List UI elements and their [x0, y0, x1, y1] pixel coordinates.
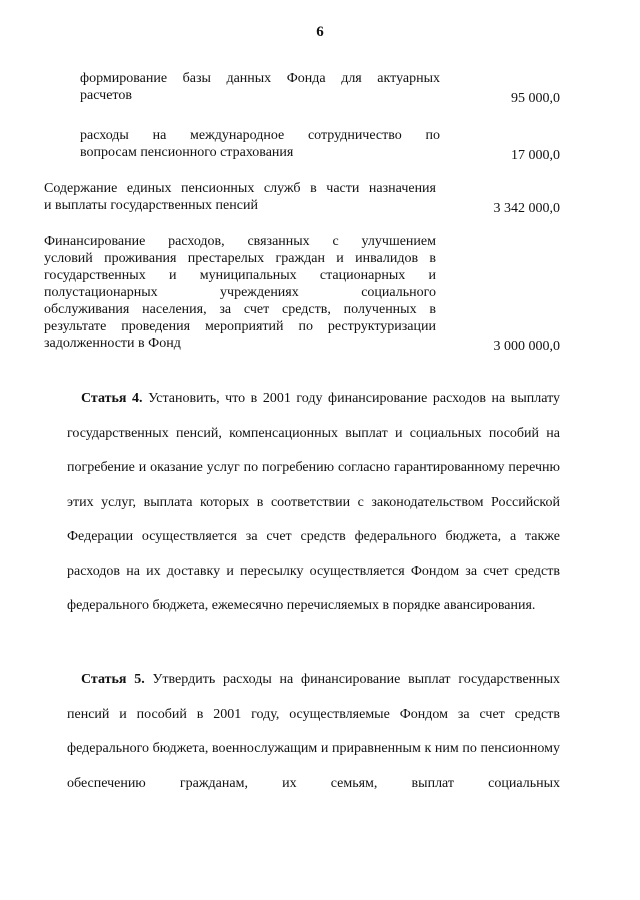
budget-item-international-cooperation	[80, 127, 560, 167]
budget-item-amount: 3 342 000,0	[493, 201, 560, 216]
budget-item-living-conditions	[44, 233, 560, 358]
page-number: 6	[316, 24, 324, 40]
budget-item-line: формирование базы данных Фонда для актуарных	[80, 71, 440, 86]
budget-item-actuarial-database	[80, 70, 560, 110]
budget-item-line: расчетов	[80, 88, 132, 103]
budget-item-line: государственных и муниципальных стационарных и	[44, 268, 436, 283]
budget-item-line: задолженности в Фонд	[44, 336, 181, 351]
budget-item-line: вопросам пенсионного страхования	[80, 145, 294, 160]
article-5	[67, 663, 560, 801]
article-heading: Статья 4.	[81, 391, 143, 406]
budget-item-line: и выплаты государственных пенсий	[44, 198, 258, 213]
budget-item-amount: 17 000,0	[511, 148, 560, 163]
budget-item-line: обслуживания населения, за счет средств, полученных в	[44, 302, 436, 317]
budget-item-amount: 95 000,0	[511, 91, 560, 106]
budget-item-line: расходы на международное сотрудничество по	[80, 128, 440, 143]
budget-item-line: условий проживания престарелых граждан и инвалидов в	[44, 251, 436, 266]
article-4	[67, 382, 560, 624]
article-heading: Статья 5.	[81, 672, 145, 687]
budget-item-line: полустационарных учреждениях социального	[44, 285, 436, 300]
budget-item-amount: 3 000 000,0	[493, 339, 560, 354]
budget-item-line: Финансирование расходов, связанных с улучшением	[44, 234, 436, 249]
budget-item-pension-services	[44, 180, 560, 220]
budget-item-line: Содержание единых пенсионных служб в части назначения	[44, 181, 436, 196]
article-text: Утвердить расходы на финансирование выплат государственных пенсий и пособий в 2001 году, осуществляемые Фондом за счет средств федерального бюджета, военнослужащим и приравненным к ним по пенсионному обеспечению гражданам, их семьям, выплат социальных	[67, 672, 561, 791]
budget-item-line: результате проведения мероприятий по реструктуризации	[44, 319, 436, 334]
article-text: Установить, что в 2001 году финансирование расходов на выплату государственных пенсий, компенсационных выплат и социальных пособий на погребение и оказание услуг по погребению согласно гарантированному перечню этих услуг, выплата которых в соответствии с законодательством Российской Федерации осуществляется за счет средств федерального бюджета, а также расходов на их доставку и пересылку осуществляется Фондом за счет средств федерального бюджета, ежемесячно перечисляемых в порядке авансирования.	[67, 391, 561, 613]
